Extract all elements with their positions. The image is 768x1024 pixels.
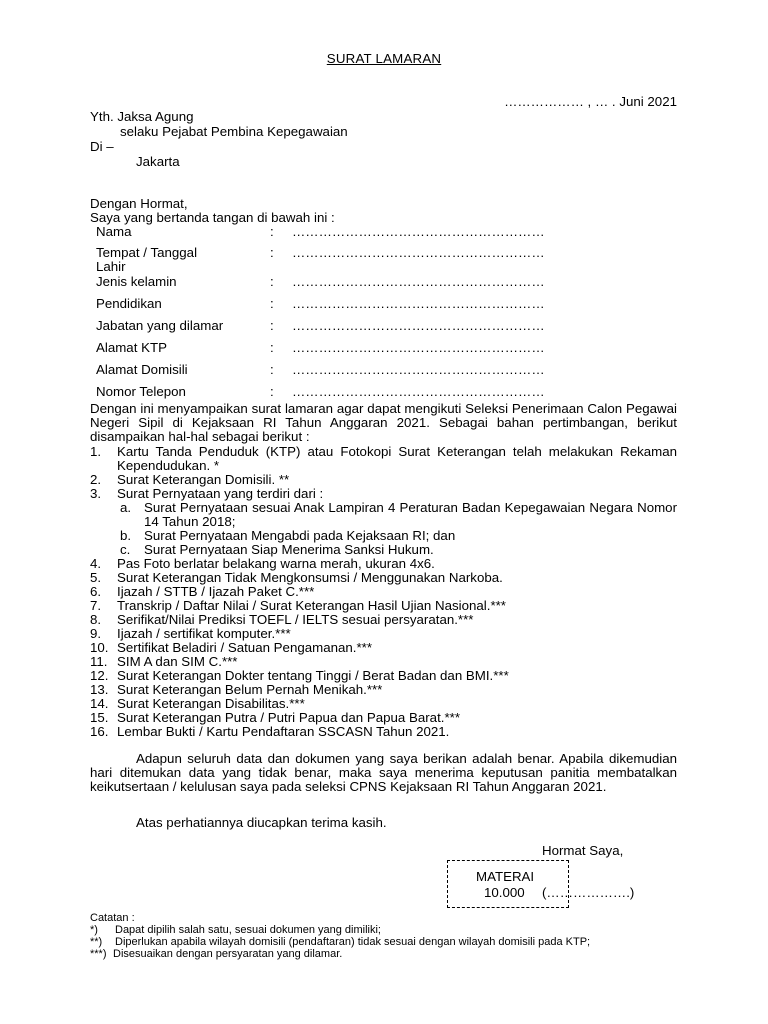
sublist-item: Surat Pernyataan Siap Menerima Sanksi Hukum. <box>144 542 434 557</box>
list-item: Transkrip / Daftar Nilai / Surat Keterangan Hasil Ujian Nasional.*** <box>117 598 506 613</box>
note-text: Diperlukan apabila wilayah domisili (pendaftaran) tidak sesuai dengan wilayah domisili pada KTP; <box>115 936 591 948</box>
field-dots: ………………………………………………… <box>292 384 545 399</box>
greeting: Dengan Hormat, <box>90 196 188 211</box>
field-label-nomor-telepon: Nomor Telepon <box>96 384 186 399</box>
recipient-line-2: selaku Pejabat Pembina Kepegawaian <box>120 124 348 139</box>
materai-label: MATERAI <box>476 869 535 884</box>
list-item: Surat Keterangan Belum Pernah Menikah.*** <box>117 682 383 697</box>
notes-heading: Catatan : <box>90 912 135 924</box>
list-item: Surat Keterangan Dokter tentang Tinggi / Berat Badan dan BMI.*** <box>117 668 509 683</box>
list-item: Kartu Tanda Penduduk (KTP) atau Fotokopi Surat Keterangan telah melakukan Rekaman Kependudukan. * <box>117 444 677 473</box>
field-dots: ………………………………………………… <box>292 274 545 289</box>
note-text: Disesuaikan dengan persyaratan yang dilamar. <box>113 948 343 960</box>
list-number: 13. <box>90 682 109 697</box>
field-colon: : <box>270 384 274 399</box>
list-item: Surat Keterangan Disabilitas.*** <box>117 696 305 711</box>
signature-greeting: Hormat Saya, <box>542 843 624 858</box>
field-colon: : <box>270 318 274 333</box>
list-number: 7. <box>90 598 102 613</box>
intro-text: Saya yang bertanda tangan di bawah ini : <box>90 210 335 225</box>
list-number: 4. <box>90 556 102 571</box>
field-colon: : <box>270 296 274 311</box>
recipient-line-1: Yth. Jaksa Agung <box>90 109 194 124</box>
list-item: Ijazah / sertifikat komputer.*** <box>117 626 291 641</box>
note-mark: **) <box>90 936 103 948</box>
paragraph-intro: Dengan ini menyampaikan surat lamaran agar dapat mengikuti Seleksi Penerimaan Calon Pegawai Negeri Sipil di Kejaksaan RI Tahun Anggaran 2021. Sebagai bahan pertimbangan, berikut disampaikan hal-hal sebagai berikut : <box>90 401 677 444</box>
list-number: 8. <box>90 612 102 627</box>
list-number: 2. <box>90 472 102 487</box>
field-dots: ………………………………………………… <box>292 245 545 260</box>
note-mark: ***) <box>90 948 107 960</box>
field-dots: ………………………………………………… <box>292 318 545 333</box>
list-number: 6. <box>90 584 102 599</box>
field-dots: ………………………………………………… <box>292 340 545 355</box>
list-number: 14. <box>90 696 109 711</box>
list-number: 12. <box>90 668 109 683</box>
list-number: 11. <box>90 654 108 669</box>
recipient-line-4: Jakarta <box>136 154 180 169</box>
list-item: Lembar Bukti / Kartu Pendaftaran SSCASN Tahun 2021. <box>117 724 450 739</box>
list-number: 15. <box>90 710 109 725</box>
recipient-line-3: Di – <box>90 139 114 154</box>
list-number: 10. <box>90 640 109 655</box>
field-label-tempat-tanggal: Tempat / Tanggal <box>96 245 198 260</box>
paragraph-declaration: Adapun seluruh data dan dokumen yang saya berikan adalah benar. Apabila dikemudian hari ditemukan data yang tidak benar, maka saya menerima keputusan panitia membatalkan keikutsertaan / kelulusan saya pada seleksi CPNS Kejaksaan RI Tahun Anggaran 2021. <box>90 751 677 794</box>
materai-value: 10.000 <box>484 885 525 900</box>
field-colon: : <box>270 274 274 289</box>
sublist-letter: b. <box>120 528 132 543</box>
note-mark: *) <box>90 924 98 936</box>
list-item: Surat Pernyataan yang terdiri dari : <box>117 486 324 501</box>
field-label-alamat-ktp: Alamat KTP <box>96 340 167 355</box>
field-label-pendidikan: Pendidikan <box>96 296 162 311</box>
field-colon: : <box>270 224 274 239</box>
list-number: 16. <box>90 724 109 739</box>
field-colon: : <box>270 362 274 377</box>
list-item: Serifikat/Nilai Prediksi TOEFL / IELTS sesuai persyaratan.*** <box>117 612 474 627</box>
list-item: Ijazah / STTB / Ijazah Paket C.*** <box>117 584 315 599</box>
sublist-item: Surat Pernyataan Mengabdi pada Kejaksaan RI; dan <box>144 528 456 543</box>
materai-stamp-box <box>447 860 569 908</box>
field-label-alamat-domisili: Alamat Domisili <box>96 362 188 377</box>
note-text: Dapat dipilih salah satu, sesuai dokumen yang dimiliki; <box>115 924 381 936</box>
field-dots: ………………………………………………… <box>292 362 545 377</box>
date-line: ……………… , … . Juni 2021 <box>504 94 677 109</box>
field-label-lahir: Lahir <box>96 259 126 274</box>
field-colon: : <box>270 245 274 260</box>
list-number: 1. <box>90 444 102 459</box>
field-dots: ………………………………………………… <box>292 296 545 311</box>
list-item: Surat Keterangan Domisili. ** <box>117 472 290 487</box>
field-label-jenis-kelamin: Jenis kelamin <box>96 274 177 289</box>
field-label-jabatan: Jabatan yang dilamar <box>96 318 224 333</box>
list-number: 3. <box>90 486 102 501</box>
list-number: 9. <box>90 626 102 641</box>
list-item: SIM A dan SIM C.*** <box>117 654 238 669</box>
sublist-letter: c. <box>120 542 131 557</box>
list-item: Sertifikat Beladiri / Satuan Pengamanan.*** <box>117 640 373 655</box>
list-item: Surat Keterangan Putra / Putri Papua dan Papua Barat.*** <box>117 710 460 725</box>
document-title: SURAT LAMARAN <box>326 51 442 66</box>
field-label-nama: Nama <box>96 224 132 239</box>
list-item: Pas Foto berlatar belakang warna merah, ukuran 4x6. <box>117 556 435 571</box>
sublist-item: Surat Pernyataan sesuai Anak Lampiran 4 Peraturan Badan Kepegawaian Negara Nomor 14 Tahun 2018; <box>144 500 677 529</box>
list-number: 5. <box>90 570 102 585</box>
sublist-letter: a. <box>120 500 132 515</box>
signature-name-placeholder: (……………….) <box>542 885 635 900</box>
field-colon: : <box>270 340 274 355</box>
list-item: Surat Keterangan Tidak Mengkonsumsi / Menggunakan Narkoba. <box>117 570 503 585</box>
closing-text: Atas perhatiannya diucapkan terima kasih. <box>136 815 387 830</box>
field-dots: ………………………………………………… <box>292 224 545 239</box>
